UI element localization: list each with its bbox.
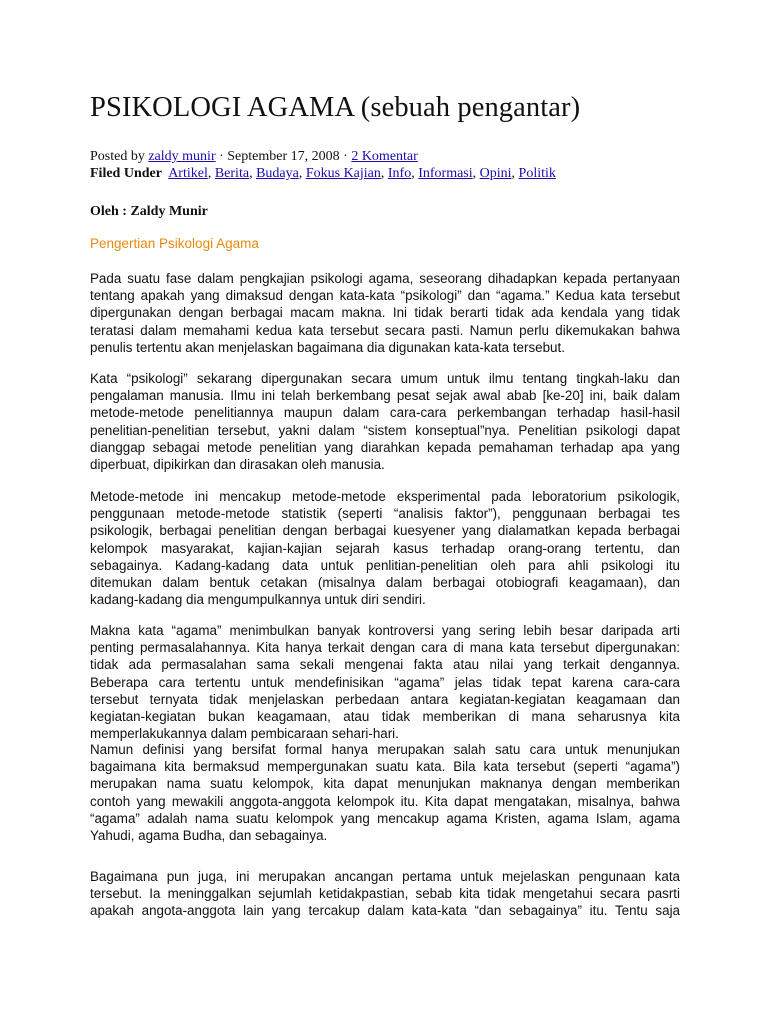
text-line: tidak ada permasalahan sama sekali mengenai fakta atau nilai yang terkait dengannya. [90,657,680,673]
text-line: pengalaman manusia. Ilmu ini telah berkembang pesat sejak awal abab [ke-20] ini, baik dalam [90,388,680,404]
category-link-berita[interactable]: Berita [214,166,250,181]
text-line: sebagainya. Kadang-kadang data untuk penlitian-penelitian oleh para ahli psikologi itu [90,557,680,573]
category-link-info[interactable]: Info [387,166,412,181]
filed-under: Filed Under Artikel, Berita, Budaya, Fokus Kajian, Info, Informasi, Opini, Politik [90,166,556,181]
paragraph-5 [90,741,680,844]
post-meta [90,149,418,165]
text-line: ditemukan dalam bentuk cetakan (misalnya dalam berbagai otobiografi keagamaan), dan [90,574,680,590]
text-line: Yahudi, agama Budha, dan sebagainya. [90,827,328,843]
text-line: penulis tertentu akan menjelaskan bagaimana dia digunakan kata-kata tersebut. [90,339,565,355]
text-line: bagaimana kita bermaksud mempergunakan suatu kata. Bila kata tersebut (seperti “agama”) [90,759,680,775]
text-line: metode-metode penelitiannya maupun dalam cara-cara perkembangan terhadap hasil-hasil [90,405,680,421]
text-line: Kata “psikologi” sekarang dipergunakan secara umum untuk ilmu tentang tingkah-laku dan [90,371,680,386]
category-link-opini[interactable]: Opini [479,166,512,181]
text-line: dianggap sebagai metode penelitian yang diarahkan kepada pemahaman terhadap apa yang [90,439,680,455]
text-line: apakah angota-anggota lain yang tercakup dalam kata-kata “dan sebagainya” itu. Tentu saja [90,903,680,919]
text-line: Beberapa cara tertentu untuk mendefinisikan “agama” jelas tidak tepat karena cara-cara [90,674,680,690]
section-heading: Pengertian Psikologi Agama [90,236,259,251]
text-line: Metode-metode ini mencakup metode-metode eksperimental pada leboratorium psikologik, [90,489,680,504]
filed-under-label: Filed Under [90,166,162,181]
text-line: diperbuat, dipikirkan dan dirasakan oleh manusia. [90,456,385,472]
text-line: “agama” adalah nama suatu kelompok yang mencakup agama Kristen, agama Islam, agama [90,810,680,826]
post-date: · September 17, 2008 · [215,149,352,164]
text-line: kelompok masyarakat, kajian-kajian sejarah kasus terhadap orang-orang tertentu, dan [90,540,680,556]
paragraph-1 [90,270,680,356]
author-byline: Oleh : Zaldy Munir [90,204,208,219]
text-line: psikologik, berbagai penelitian dengan berbagai kuesyener yang dialamatkan kepada berbagai [90,523,680,539]
author-link[interactable]: zaldy munir [148,149,216,164]
text-line: Bagaimana pun juga, ini merupakan ancangan pertama untuk mejelaskan pengunaan kata [90,869,680,884]
article-title: PSIKOLOGI AGAMA (sebuah pengantar) [90,92,581,123]
text-line: kegiatan-kegiatan bukan keagamaan, atau tidak memberikan di mana seharusnya kita [90,708,680,724]
text-line: Namun definisi yang bersifat formal hanya merupakan salah satu cara untuk menunjukan [90,742,680,757]
category-link-informasi[interactable]: Informasi [418,166,473,181]
category-link-fokus-kajian[interactable]: Fokus Kajian [305,166,381,181]
text-line: teratasi dalam memahami kedua kata tersebut secara pasti. Namun perlu dikemukakan bahwa [90,322,680,338]
text-line: penelitian-penelitian tersebut, yakni dalam “sistem konseptual”nya. Penelitian psikologi dapat [90,422,680,438]
text-line: kadang-kadang dia mengumpulkannya untuk diri sendiri. [90,592,426,608]
text-line: penting permasalahannya. Kita hanya terkait dengan cara di mana kata tersebut dipergunakan: [90,640,680,656]
comments-link[interactable]: 2 Komentar [351,149,418,164]
text-line: dipergunakan dengan berbagai macam makna. Ini tidak berarti tidak ada kendala yang tidak [90,305,680,321]
text-line: tersebut ternyata tidak menjelaskan perbedaan antara kegiatan-kegiatan keagamaan dan [90,691,680,707]
paragraph-6 [90,868,680,920]
text-line: Pada suatu fase dalam pengkajian psikologi agama, seseorang dihadapkan kepada pertanyaan [90,271,680,286]
text-line: Makna kata “agama” menimbulkan banyak kontroversi yang sering lebih besar daripada arti [90,623,680,638]
text-line: merupakan nama suatu kelompok, kita dapat menunjukan maknanya dengan memberikan [90,776,680,792]
paragraph-3 [90,488,680,608]
paragraph-2 [90,370,680,473]
posted-by-label: Posted by [90,149,149,164]
text-line: memperlakukannya dalam pembicaraan sehari-hari. [90,726,399,742]
text-line: penggunaan metode-metode statistik (seperti “analisis faktor”), penggunaan berbagai tes [90,506,680,522]
paragraph-4 [90,622,680,742]
text-line: tentang apakah yang dimaksud dengan kata-kata “psikologi” dan “agama.” Kedua kata tersebut [90,288,680,304]
text-line: tersebut. Ia meninggalkan sejumlah ketidakpastian, sebab kita tidak mengetahui secara pasrti [90,886,680,902]
category-link-artikel[interactable]: Artikel [168,166,208,181]
text-line: contoh yang mewakili anggota-anggota kelompok itu. Kita dapat mengatakan, misalnya, bahwa [90,793,680,809]
category-link-politik[interactable]: Politik [518,166,556,181]
category-link-budaya[interactable]: Budaya [256,166,299,181]
